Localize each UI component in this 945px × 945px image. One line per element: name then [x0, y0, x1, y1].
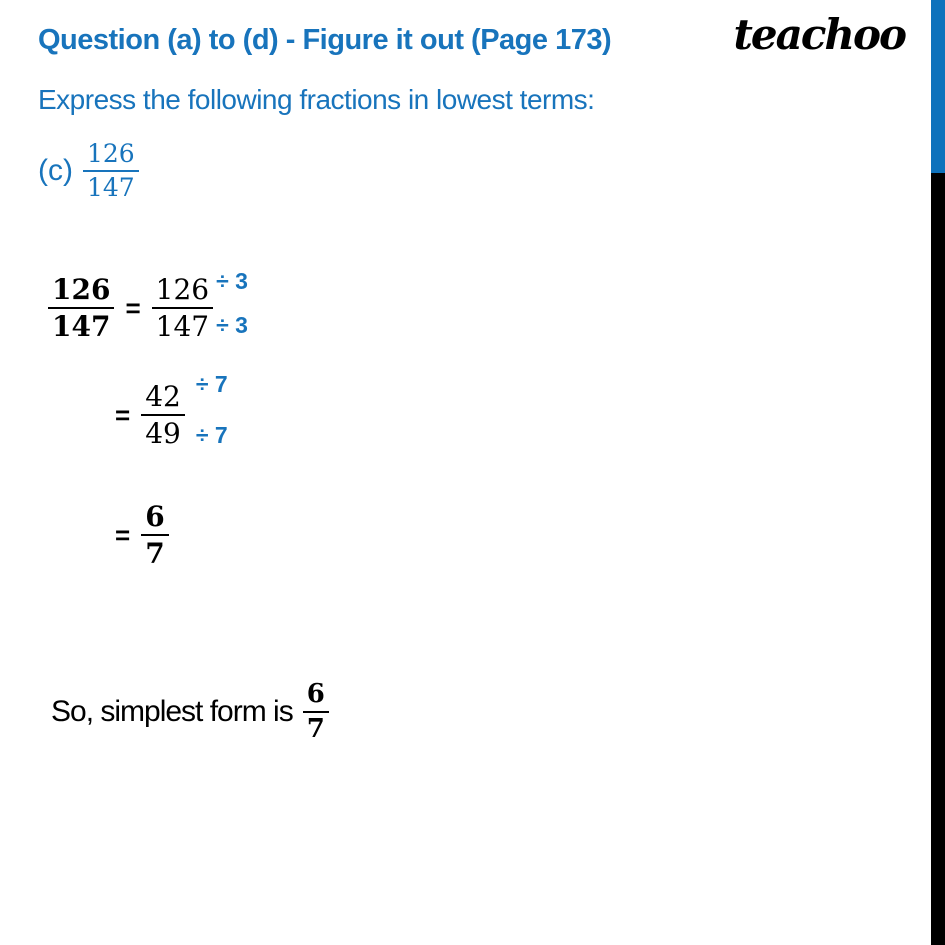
- instruction-text: Express the following fractions in lowest terms:: [38, 84, 595, 115]
- question-part-c: [38, 140, 139, 202]
- conclusion-text: So, simplest form is: [51, 695, 293, 729]
- question-fraction-denominator: 147: [86, 173, 135, 202]
- solution-step-3: [115, 501, 169, 570]
- step2-divisor-top: ÷ 7: [195, 371, 228, 397]
- right-accent-bar-blue: [931, 0, 945, 173]
- step1-divisor-top: ÷ 3: [216, 268, 248, 294]
- step3-fraction: [141, 501, 168, 570]
- step1-rhs-numerator: 126: [152, 274, 213, 309]
- step1-lhs-numerator: 126: [48, 274, 114, 309]
- part-label: (c): [38, 154, 73, 187]
- step2-denominator: 49: [145, 417, 181, 451]
- step2-equals-sign: =: [115, 399, 131, 430]
- conclusion: [51, 680, 329, 744]
- step1-equals-sign: =: [125, 292, 141, 323]
- step1-rhs-denominator: 147: [155, 310, 210, 344]
- step2-divisor-bottom: ÷ 7: [195, 421, 228, 448]
- step2-numerator: 42: [141, 381, 185, 416]
- step2-fraction-group: [141, 371, 228, 451]
- step3-denominator: 7: [145, 537, 165, 571]
- question-fraction: [83, 140, 139, 202]
- question-fraction-numerator: 126: [83, 140, 139, 172]
- step1-divisor-bottom: ÷ 3: [216, 311, 248, 338]
- step1-lhs-denominator: 147: [52, 310, 111, 344]
- right-accent-bar-black: [931, 173, 945, 945]
- step1-lhs-fraction: [48, 274, 114, 343]
- step2-fraction: [141, 381, 185, 450]
- conclusion-numerator: 6: [303, 680, 329, 713]
- step3-equals-sign: =: [115, 519, 131, 550]
- step1-rhs-group: [152, 268, 248, 344]
- step3-numerator: 6: [141, 501, 168, 536]
- solution-step-2: [115, 371, 228, 451]
- solution-step-1: [48, 268, 248, 344]
- step1-rhs-fraction: [152, 274, 213, 343]
- page-title: Question (a) to (d) - Figure it out (Page 173): [38, 24, 612, 56]
- conclusion-denominator: 7: [306, 714, 325, 745]
- conclusion-fraction: [303, 680, 329, 744]
- teachoo-logo: teachoo: [733, 10, 905, 59]
